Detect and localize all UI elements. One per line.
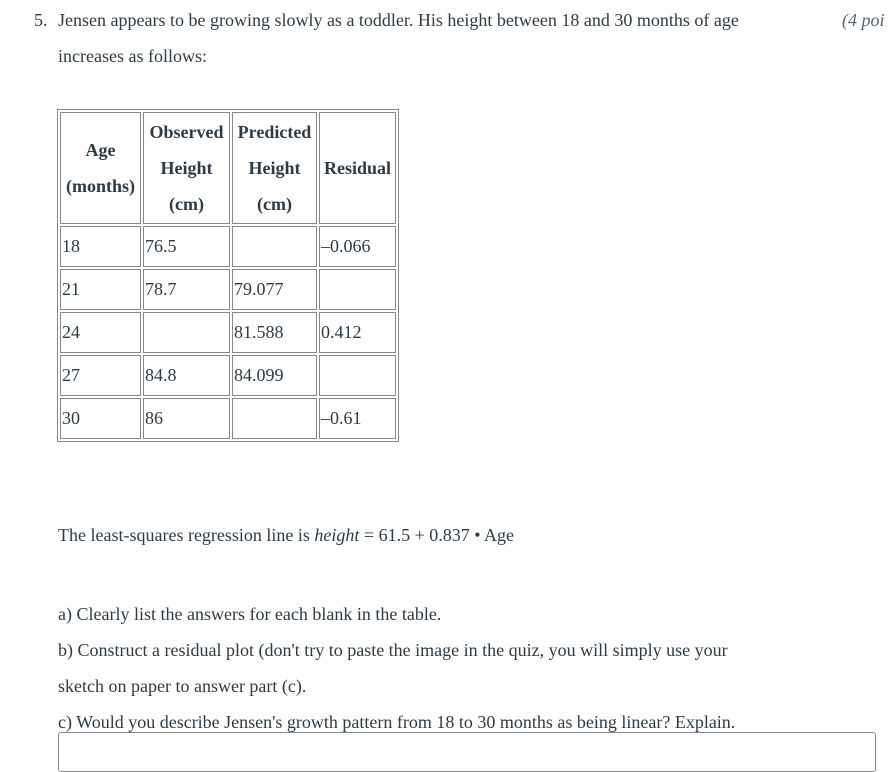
regression-equation: = 61.5 + 0.837 • Age: [359, 525, 515, 545]
header-predicted: [232, 112, 317, 224]
table-header-row: [60, 112, 396, 224]
cell-observed: 86: [143, 398, 230, 439]
question-text-line2: increases as follows:: [58, 46, 207, 66]
cell-observed: 78.7: [143, 269, 230, 310]
cell-age: 18: [60, 226, 141, 267]
table-row: [60, 312, 396, 353]
header-observed: [143, 112, 230, 224]
part-b-text-line2: sketch on paper to answer part (c).: [58, 676, 307, 696]
regression-variable: height: [314, 525, 360, 545]
header-residual-line1: Residual: [323, 158, 392, 178]
cell-residual: 0.412: [319, 312, 396, 353]
cell-predicted: 84.099: [232, 355, 317, 396]
cell-residual: [319, 355, 396, 396]
header-observed-line2: Height: [160, 158, 213, 178]
cell-residual: –0.066: [319, 226, 396, 267]
table-row: [60, 269, 396, 310]
part-b-text-line1: b) Construct a residual plot (don't try to paste the image in the quiz, you will simply use your: [58, 640, 728, 660]
regression-line-statement: [58, 524, 514, 546]
cell-residual: [319, 269, 396, 310]
data-table-container: [57, 109, 399, 442]
header-observed-line3: (cm): [169, 194, 204, 214]
cell-predicted: 81.588: [232, 312, 317, 353]
cell-age: 21: [60, 269, 141, 310]
table-row: [60, 226, 396, 267]
question-parts: [58, 596, 838, 740]
cell-predicted: [232, 226, 317, 267]
header-predicted-line3: (cm): [257, 194, 292, 214]
part-c-text: c) Would you describe Jensen's growth pattern from 18 to 30 months as being linear? Explain.: [58, 712, 736, 732]
cell-predicted: 79.077: [232, 269, 317, 310]
header-observed-line1: Observed: [149, 122, 224, 142]
regression-prefix: The least-squares regression line is: [58, 525, 315, 545]
cell-age: 30: [60, 398, 141, 439]
question-number: 5.: [34, 10, 48, 30]
cell-observed: [143, 312, 230, 353]
header-predicted-line2: Height: [248, 158, 301, 178]
cell-predicted: [232, 398, 317, 439]
cell-observed: 84.8: [143, 355, 230, 396]
header-age: [60, 112, 141, 224]
header-age-line2: (months): [65, 176, 135, 196]
answer-text-box[interactable]: [58, 732, 876, 772]
header-predicted-line1: Predicted: [237, 122, 312, 142]
cell-age: 24: [60, 312, 141, 353]
cell-age: 27: [60, 355, 141, 396]
part-a-text: a) Clearly list the answers for each blank in the table.: [58, 604, 442, 624]
header-residual: [319, 112, 396, 224]
cell-observed: 76.5: [143, 226, 230, 267]
points-label: (4 poi: [842, 10, 885, 30]
header-age-line1: Age: [85, 140, 116, 160]
table-row: [60, 398, 396, 439]
cell-residual: –0.61: [319, 398, 396, 439]
data-table: [57, 109, 399, 442]
question-text-line1: Jensen appears to be growing slowly as a toddler. His height between 18 and 30 months of age: [58, 10, 739, 30]
table-row: [60, 355, 396, 396]
